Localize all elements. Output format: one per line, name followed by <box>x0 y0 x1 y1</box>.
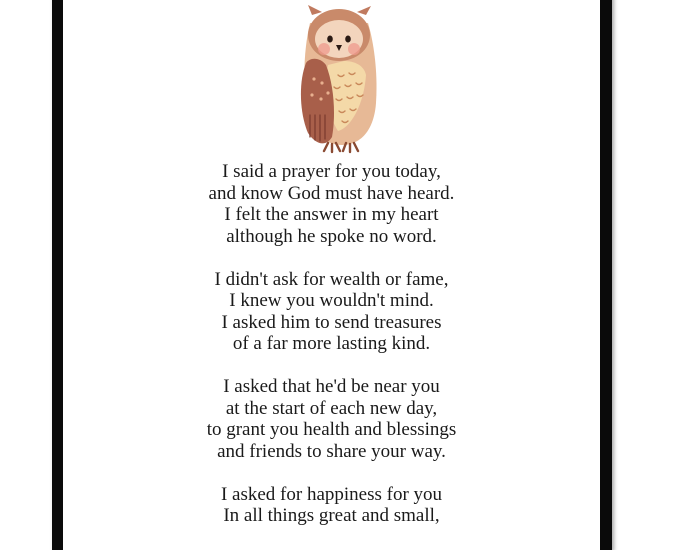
poem-line: I knew you wouldn't mind. <box>229 290 434 311</box>
poem-stanza <box>63 484 600 527</box>
poem-line: at the start of each new day, <box>225 397 438 419</box>
poem-line: and know God must have heard. <box>208 182 455 204</box>
poem-stanza <box>63 269 600 355</box>
poem-line: I asked him to send treasures <box>221 311 442 333</box>
poem-line: although he spoke no word. <box>226 225 437 247</box>
poem-stanza <box>63 376 600 462</box>
poem-line: In all things great and small, <box>223 505 440 526</box>
poem-line: to grant you health and blessings <box>206 419 457 440</box>
poem-line: I felt the answer in my heart <box>224 204 439 225</box>
owl-illustration <box>294 3 384 158</box>
poem-line: and friends to share your way. <box>217 440 446 462</box>
poem-line: I asked that he'd be near you <box>223 376 440 397</box>
poem-line: of a far more lasting kind. <box>232 333 431 354</box>
picture-frame <box>52 0 612 550</box>
poem-line: I asked for happiness for you <box>220 483 443 505</box>
poem <box>63 161 600 548</box>
poem-line: I said a prayer for you today, <box>222 161 441 182</box>
print-mat <box>63 0 600 550</box>
poem-line: I didn't ask for wealth or fame, <box>214 268 449 290</box>
poem-stanza <box>63 161 600 247</box>
